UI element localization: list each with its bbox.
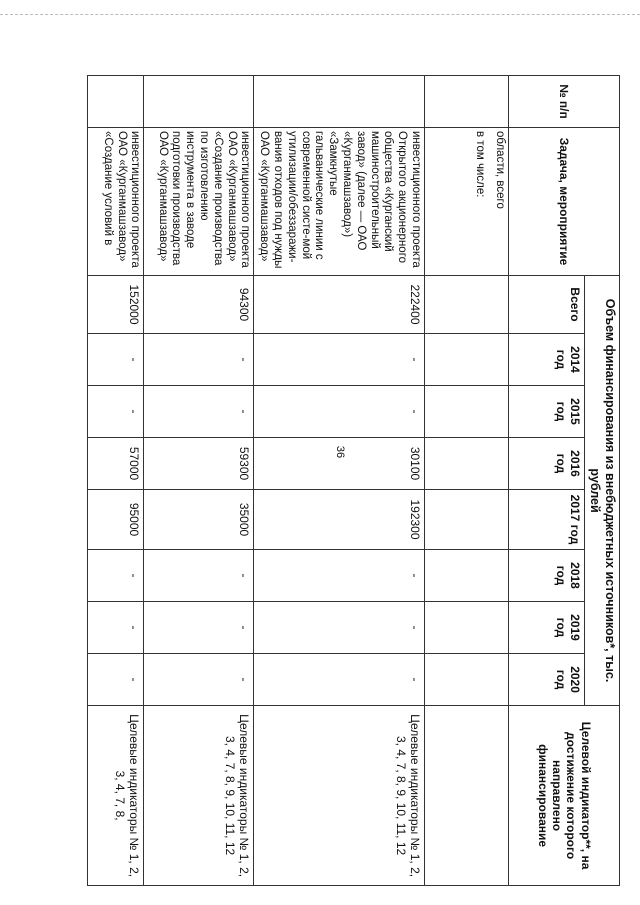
row-task: инвестиционного проекта ОАО «Курганмашзавод» «Создание условий в xyxy=(88,128,144,276)
rotated-table-container xyxy=(100,75,620,885)
page-number: 36 xyxy=(334,445,346,459)
table-row xyxy=(144,76,254,886)
table-row xyxy=(254,76,425,886)
row-value: - xyxy=(144,550,254,602)
row-value: - xyxy=(254,334,425,386)
row-value xyxy=(425,490,509,550)
row-task: инвестиционного проекта ОАО «Курганмашзавод» «Создание производства по изготовлению инструмента в заводе подготовки производства ОАО «Курганмашзавод» xyxy=(144,128,254,276)
top-border-line xyxy=(0,14,640,15)
row-value: - xyxy=(254,386,425,438)
row-indicator: Целевые индикаторы № 1, 2, 3, 4, 7, 8, 9, 10, 11, 12 xyxy=(254,706,425,886)
row-no xyxy=(254,76,425,128)
row-value: 192300 xyxy=(254,490,425,550)
task-line: в том числе: xyxy=(474,131,487,198)
row-value xyxy=(425,438,509,490)
row-value: 30100 xyxy=(254,438,425,490)
row-value: - xyxy=(254,602,425,654)
row-value: - xyxy=(144,334,254,386)
row-value xyxy=(425,654,509,706)
row-value: - xyxy=(88,334,144,386)
row-value: - xyxy=(88,602,144,654)
row-total: 94300 xyxy=(144,276,254,334)
row-value: 35000 xyxy=(144,490,254,550)
row-no xyxy=(88,76,144,128)
header-no: № п/п xyxy=(509,76,620,128)
row-value: 59300 xyxy=(144,438,254,490)
row-indicator xyxy=(425,706,509,886)
row-value: - xyxy=(144,386,254,438)
row-value: - xyxy=(88,654,144,706)
header-year: 2018 год xyxy=(509,550,585,602)
row-value: 95000 xyxy=(88,490,144,550)
row-value xyxy=(425,550,509,602)
row-no xyxy=(425,76,509,128)
table-row xyxy=(88,76,144,886)
row-value: - xyxy=(144,602,254,654)
row-task: инвестиционного проекта Открытого акционерного общества «Курганский машиностроительный завод» (далее — ОАО «Курганмашзавод») «Замкнутые гальванические линии с современной систе-мой утилизации/обеззарaжи-вания отходов под нужды ОАО «Курганмашзавод» xyxy=(254,128,425,276)
row-total: 222400 xyxy=(254,276,425,334)
header-year: 2017 год xyxy=(509,490,585,550)
row-indicator: Целевые индикаторы № 1, 2, 3, 4, 7, 8, xyxy=(88,706,144,886)
row-task xyxy=(425,128,509,276)
row-value: - xyxy=(254,550,425,602)
row-value xyxy=(425,602,509,654)
table-row xyxy=(425,76,509,886)
row-value xyxy=(425,386,509,438)
header-indicator: Целевой индикатор**, на достижение которого направлено финансирование xyxy=(509,706,620,886)
header-total: Всего xyxy=(509,276,585,334)
row-indicator: Целевые индикаторы № 1, 2, 3, 4, 7, 8, 9, 10, 11, 12 xyxy=(144,706,254,886)
header-year: 2015 год xyxy=(509,386,585,438)
row-value: - xyxy=(144,654,254,706)
task-line: области, всего xyxy=(494,131,506,209)
header-year: 2016 год xyxy=(509,438,585,490)
row-value: - xyxy=(254,654,425,706)
header-year: 2020 год xyxy=(509,654,585,706)
row-value: - xyxy=(88,550,144,602)
header-funding: Объем финансирования из внебюджетных источников*, тыс. рублей xyxy=(585,276,620,706)
row-value xyxy=(425,334,509,386)
header-year: 2014 год xyxy=(509,334,585,386)
header-task: Задача, мероприятие xyxy=(509,128,620,276)
header-year: 2019 год xyxy=(509,602,585,654)
row-value: - xyxy=(88,386,144,438)
row-total: 152000 xyxy=(88,276,144,334)
row-value: 57000 xyxy=(88,438,144,490)
row-no xyxy=(144,76,254,128)
funding-table xyxy=(87,75,620,886)
row-total xyxy=(425,276,509,334)
